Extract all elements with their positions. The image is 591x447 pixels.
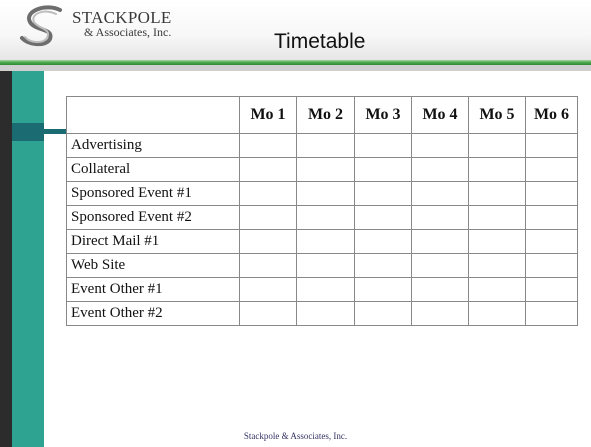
slide-title: Timetable bbox=[274, 30, 366, 53]
logo-subtitle: & Associates, Inc. bbox=[84, 25, 172, 39]
table-cell bbox=[469, 134, 526, 158]
table-cell bbox=[297, 302, 355, 326]
table-row bbox=[67, 254, 578, 278]
slide-header bbox=[0, 0, 591, 60]
table-cell bbox=[526, 230, 578, 254]
table-cell bbox=[526, 278, 578, 302]
row-label: Advertising bbox=[67, 134, 240, 158]
table-cell bbox=[412, 158, 469, 182]
table-cell bbox=[240, 278, 297, 302]
table-cell bbox=[469, 254, 526, 278]
teal-accent-line bbox=[44, 129, 66, 134]
column-header-mo2: Mo 2 bbox=[297, 97, 355, 134]
table-row bbox=[67, 206, 578, 230]
table-cell bbox=[297, 254, 355, 278]
table-cell bbox=[297, 134, 355, 158]
column-header-blank bbox=[67, 97, 240, 134]
column-header-mo1: Mo 1 bbox=[240, 97, 297, 134]
table-row bbox=[67, 302, 578, 326]
timetable-table bbox=[66, 96, 578, 326]
table-cell bbox=[526, 158, 578, 182]
table-cell bbox=[412, 230, 469, 254]
table-cell bbox=[412, 302, 469, 326]
table-cell bbox=[526, 134, 578, 158]
teal-accent-block bbox=[12, 123, 44, 141]
row-label: Event Other #2 bbox=[67, 302, 240, 326]
column-header-mo3: Mo 3 bbox=[355, 97, 412, 134]
row-label: Sponsored Event #1 bbox=[67, 182, 240, 206]
table-cell bbox=[469, 302, 526, 326]
table-cell bbox=[469, 206, 526, 230]
table-cell bbox=[240, 206, 297, 230]
table-cell bbox=[469, 278, 526, 302]
table-cell bbox=[412, 182, 469, 206]
table-cell bbox=[240, 182, 297, 206]
table-cell bbox=[355, 182, 412, 206]
table-cell bbox=[297, 230, 355, 254]
table-cell bbox=[469, 158, 526, 182]
table-cell bbox=[526, 206, 578, 230]
row-label: Direct Mail #1 bbox=[67, 230, 240, 254]
table-cell bbox=[412, 206, 469, 230]
table-cell bbox=[412, 134, 469, 158]
row-label: Event Other #1 bbox=[67, 278, 240, 302]
row-label: Web Site bbox=[67, 254, 240, 278]
column-header-mo4: Mo 4 bbox=[412, 97, 469, 134]
table-row bbox=[67, 134, 578, 158]
table-row bbox=[67, 230, 578, 254]
dark-left-strip bbox=[0, 71, 12, 447]
table-cell bbox=[355, 158, 412, 182]
table-cell bbox=[526, 254, 578, 278]
table-cell bbox=[526, 182, 578, 206]
table-cell bbox=[355, 230, 412, 254]
stackpole-logo-icon bbox=[16, 5, 68, 47]
table-cell bbox=[240, 254, 297, 278]
table-cell bbox=[240, 158, 297, 182]
table-cell bbox=[469, 230, 526, 254]
table-cell bbox=[297, 206, 355, 230]
table-cell bbox=[526, 302, 578, 326]
slide-footer: Stackpole & Associates, Inc. bbox=[243, 431, 348, 441]
table-cell bbox=[297, 182, 355, 206]
table-cell bbox=[355, 278, 412, 302]
table-header-row bbox=[67, 97, 578, 134]
table-row bbox=[67, 278, 578, 302]
table-cell bbox=[412, 278, 469, 302]
table-row bbox=[67, 158, 578, 182]
column-header-mo5: Mo 5 bbox=[469, 97, 526, 134]
gray-divider-band bbox=[0, 65, 591, 71]
logo-wordmark: STACKPOLE bbox=[72, 8, 172, 27]
table-cell bbox=[297, 158, 355, 182]
table-row bbox=[67, 182, 578, 206]
table-cell bbox=[240, 230, 297, 254]
table-cell bbox=[297, 278, 355, 302]
row-label: Sponsored Event #2 bbox=[67, 206, 240, 230]
table-cell bbox=[355, 134, 412, 158]
table-cell bbox=[240, 302, 297, 326]
table-cell bbox=[412, 254, 469, 278]
table-cell bbox=[355, 206, 412, 230]
table-cell bbox=[240, 134, 297, 158]
table-cell bbox=[355, 302, 412, 326]
table-cell bbox=[355, 254, 412, 278]
row-label: Collateral bbox=[67, 158, 240, 182]
column-header-mo6: Mo 6 bbox=[526, 97, 578, 134]
table-cell bbox=[469, 182, 526, 206]
